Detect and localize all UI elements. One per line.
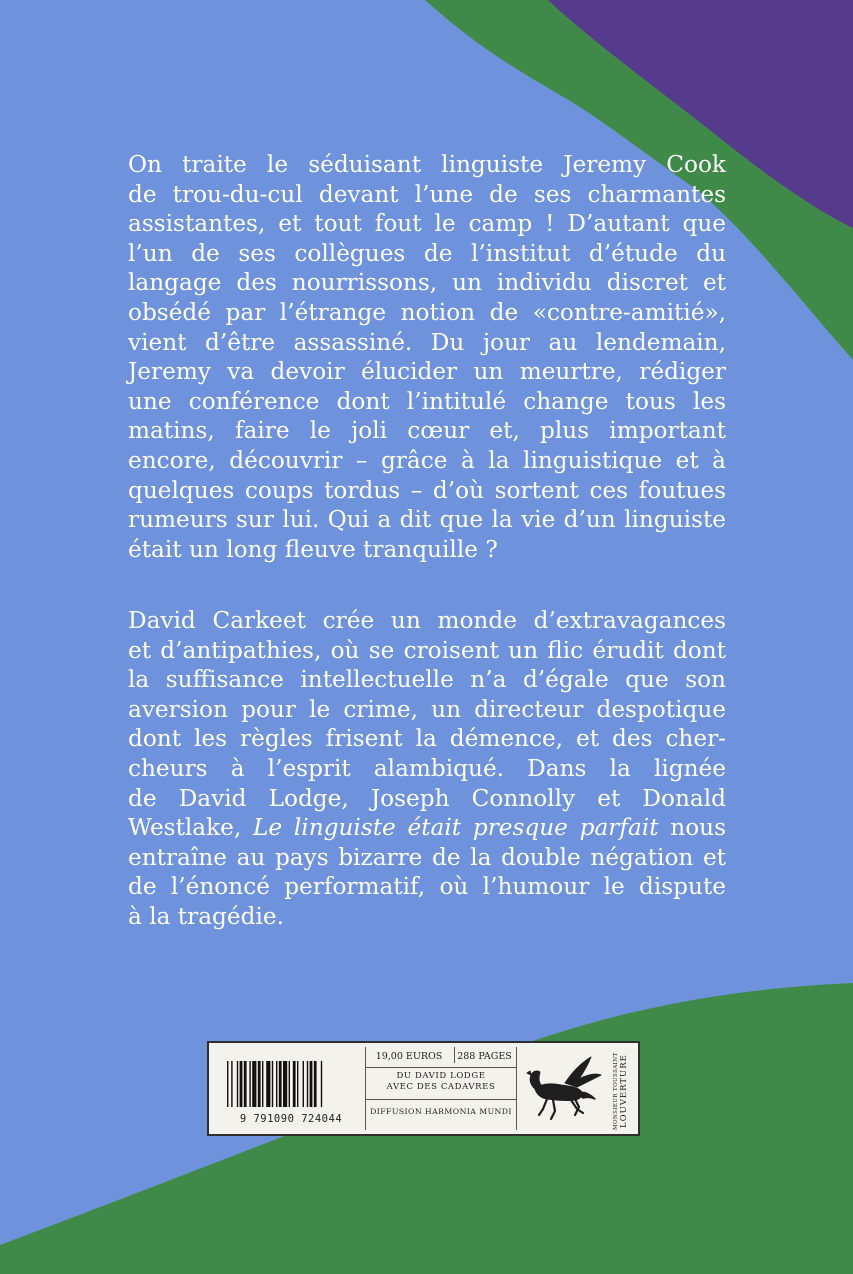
imprint-big: LOUVERTURE bbox=[619, 1054, 629, 1128]
barcode-bar bbox=[258, 1061, 261, 1107]
publisher-imprint bbox=[613, 1051, 635, 1131]
barcode-bar bbox=[231, 1061, 232, 1107]
price: 19,00 EUROS bbox=[375, 1051, 443, 1062]
barcode-bar bbox=[252, 1061, 256, 1107]
imprint-small: MONSIEUR TOUSSAINT bbox=[613, 1052, 619, 1130]
barcode-bar bbox=[266, 1061, 270, 1107]
barcode-bar bbox=[227, 1061, 228, 1107]
blurb-line: Jeremy va devoir élucider un meurtre, rédiger bbox=[128, 358, 726, 386]
blurb-line: obsédé par l’étrange notion de «contre-amitié», bbox=[128, 298, 726, 326]
blurb-line: encore, découvrir – grâce à la linguistique et à bbox=[128, 446, 726, 474]
blurb-line: vient d’être assassiné. Du jour au lendemain, bbox=[128, 328, 726, 356]
barcode-bar bbox=[240, 1061, 243, 1107]
barcode-label bbox=[207, 1041, 640, 1136]
publisher-logo bbox=[521, 1049, 607, 1129]
blurb-line: rumeurs sur lui. Qui a dit que la vie d’un linguiste bbox=[128, 506, 726, 534]
isbn-number: 9 791090 724044 bbox=[239, 1113, 343, 1125]
blurb-line: de l’énoncé performatif, où l’humour le dispute bbox=[128, 873, 726, 901]
barcode-bar bbox=[283, 1061, 287, 1107]
barcode bbox=[221, 1055, 361, 1127]
blurb-line: On traite le séduisant linguiste Jeremy Cook bbox=[128, 151, 726, 178]
barcode-bar bbox=[321, 1061, 322, 1107]
blurb-line: aversion pour le crime, un directeur despotique bbox=[128, 695, 726, 723]
series-name bbox=[366, 1071, 516, 1093]
barcode-bar bbox=[279, 1061, 282, 1107]
barcode-bar bbox=[237, 1061, 238, 1107]
blurb-line: était un long fleuve tranquille ? bbox=[128, 535, 498, 563]
blurb-paragraph-1 bbox=[128, 150, 726, 564]
page-count: 288 PAGES bbox=[454, 1047, 514, 1063]
barcode-bar bbox=[262, 1061, 263, 1107]
barcode-bar bbox=[297, 1061, 298, 1107]
barcode-bar bbox=[303, 1061, 304, 1107]
book-info bbox=[365, 1047, 517, 1130]
line-start: Westlake, bbox=[128, 814, 254, 842]
barcode-bars bbox=[227, 1061, 357, 1107]
blurb-line: à la tragédie. bbox=[128, 902, 284, 930]
blurb-line: cheurs à l’esprit alambiqué. Dans la lignée bbox=[128, 754, 726, 782]
price-row bbox=[366, 1047, 516, 1068]
blurb-line: quelques coups tordus – d’où sortent ces foutues bbox=[128, 476, 726, 504]
blurb-line: entraîne au pays bizarre de la double négation et bbox=[128, 843, 726, 871]
barcode-bar bbox=[289, 1061, 290, 1107]
book-title: Le linguiste était presque parfait bbox=[253, 814, 659, 842]
blurb-line: de David Lodge, Joseph Connolly et Donald bbox=[128, 784, 726, 812]
divider bbox=[366, 1099, 516, 1100]
barcode-bar bbox=[307, 1061, 308, 1107]
blurb-line-with-title bbox=[128, 813, 726, 843]
barcode-bar bbox=[244, 1061, 247, 1107]
blurb-line: assistantes, et tout fout le camp ! D’autant que bbox=[128, 210, 726, 238]
barcode-bar bbox=[314, 1061, 317, 1107]
barcode-bar bbox=[310, 1061, 313, 1107]
barcode-bar bbox=[276, 1061, 277, 1107]
distribution: DIFFUSION HARMONIA MUNDI bbox=[370, 1107, 512, 1116]
line-end: nous bbox=[658, 814, 726, 842]
barcode-bar bbox=[272, 1061, 273, 1107]
blurb-line: l’un de ses collègues de l’institut d’étude du bbox=[128, 239, 726, 267]
blurb-line: une conférence dont l’intitulé change tous les bbox=[128, 387, 726, 415]
series-line-2: AVEC DES CADAVRES bbox=[386, 1082, 496, 1092]
barcode-bar bbox=[293, 1061, 296, 1107]
series-line-1: DU DAVID LODGE bbox=[396, 1071, 486, 1081]
blurb-line: matins, faire le joli cœur et, plus important bbox=[128, 417, 726, 445]
blurb-line: langage des nourrissons, un individu discret et bbox=[128, 269, 726, 297]
blurb-line: et d’antipathies, où se croisent un flic érudit dont bbox=[128, 636, 726, 664]
pegasus-icon bbox=[521, 1053, 607, 1127]
blurb-line: de trou-du-cul devant l’une de ses charmantes bbox=[128, 180, 726, 208]
blurb-paragraph-2 bbox=[128, 606, 726, 932]
barcode-bar bbox=[249, 1061, 250, 1107]
blurb-line: la suffisance intellectuelle n’a d’égale que son bbox=[128, 666, 726, 694]
blurb-line: David Carkeet crée un monde d’extravagances bbox=[128, 607, 726, 634]
blurb-line: dont les règles frisent la démence, et des cher- bbox=[128, 725, 726, 753]
